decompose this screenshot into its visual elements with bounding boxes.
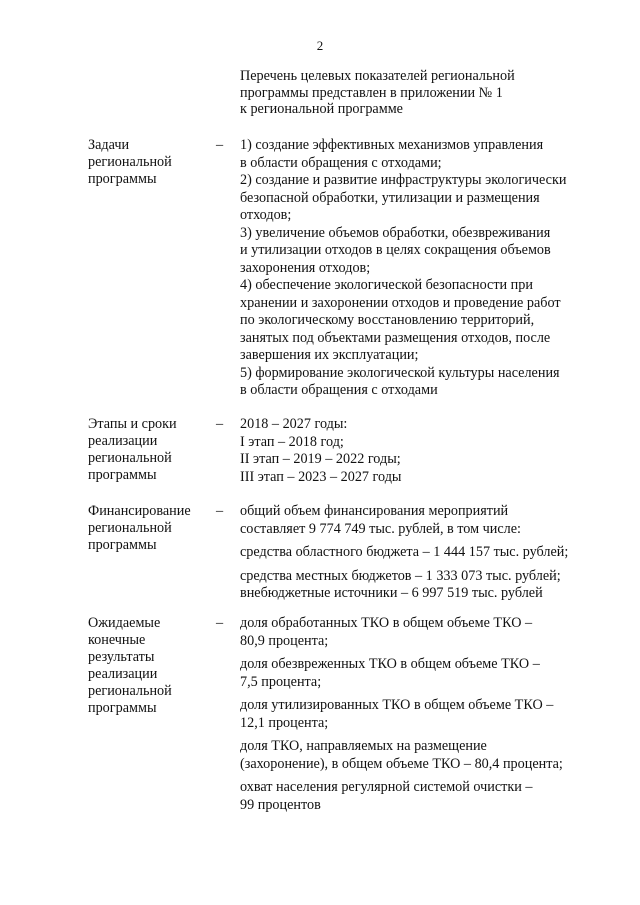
text-line: составляет 9 774 749 тыс. рублей, в том числе:	[240, 520, 521, 537]
text-line: внебюджетные источники – 6 997 519 тыс. рублей	[240, 585, 543, 601]
label-line: результаты	[88, 649, 155, 665]
stages-content	[240, 416, 630, 486]
financing-label	[88, 503, 216, 554]
label-line: Финансирование	[88, 503, 191, 519]
text-line: в области обращения с отходами;	[240, 154, 442, 171]
text-line: доля обработанных ТКО в общем объеме ТКО –	[240, 615, 533, 631]
text-line: отходов;	[240, 207, 292, 223]
text-line: 5) формирование экологической культуры населения	[240, 364, 560, 381]
text-line: I этап – 2018 год;	[240, 433, 344, 450]
results-label	[88, 615, 216, 717]
label-line: программы	[88, 171, 157, 187]
text-line: охват населения регулярной системой очистки –	[240, 779, 533, 795]
stages-dash: –	[216, 416, 224, 432]
text-line: по экологическому восстановлению территорий,	[240, 312, 535, 328]
tasks-content	[240, 137, 630, 400]
text-line: 4) обеспечение экологической безопасности при	[240, 277, 533, 293]
tasks-dash: –	[216, 137, 224, 153]
text-line: (захоронение), в общем объеме ТКО – 80,4 процента;	[240, 755, 563, 772]
text-line: доля обезвреженных ТКО в общем объеме ТКО –	[240, 656, 540, 672]
label-line: реализации	[88, 433, 158, 449]
label-line: региональной	[88, 154, 172, 170]
label-line: региональной	[88, 450, 172, 466]
label-line: программы	[88, 467, 157, 483]
text-line: 3) увеличение объемов обработки, обезвреживания	[240, 224, 551, 241]
text-line: безопасной обработки, утилизации и размещения	[240, 189, 540, 206]
page-number: 2	[316, 38, 324, 53]
label-line: Задачи	[88, 137, 130, 153]
text-line: 2018 – 2027 годы:	[240, 416, 348, 432]
text-line: занятых под объектами размещения отходов, после	[240, 329, 551, 346]
text-line: доля ТКО, направляемых на размещение	[240, 738, 487, 754]
text-line: 7,5 процента;	[240, 673, 322, 690]
text-line: 12,1 процента;	[240, 714, 329, 731]
text-line: средства областного бюджета – 1 444 157 тыс. рублей;	[240, 544, 569, 560]
text-line: общий объем финансирования мероприятий	[240, 503, 509, 519]
text-line: III этап – 2023 – 2027 годы	[240, 468, 402, 485]
intro-line: Перечень целевых показателей региональной	[240, 68, 515, 84]
text-line: в области обращения с отходами	[240, 382, 438, 398]
financing-dash: –	[216, 503, 224, 519]
text-line: 80,9 процента;	[240, 632, 329, 649]
label-line: программы	[88, 537, 157, 553]
intro-line: программы представлен в приложении № 1	[240, 84, 503, 101]
text-line: доля утилизированных ТКО в общем объеме ТКО –	[240, 697, 554, 713]
text-line: 99 процентов	[240, 796, 321, 813]
financing-content	[240, 503, 630, 603]
intro-line: к региональной программе	[240, 101, 403, 117]
text-line: и утилизации отходов в целях сокращения объемов	[240, 242, 551, 258]
text-line: II этап – 2019 – 2022 годы;	[240, 451, 401, 467]
text-line: завершения их эксплуатации;	[240, 347, 419, 363]
results-dash: –	[216, 615, 224, 631]
label-line: региональной	[88, 520, 172, 536]
label-line: Этапы и сроки	[88, 416, 177, 432]
text-line: 1) создание эффективных механизмов управления	[240, 137, 544, 153]
stages-label	[88, 416, 216, 484]
results-content	[240, 615, 630, 814]
intro-paragraph	[240, 68, 620, 118]
label-line: реализации	[88, 666, 158, 682]
text-line: захоронения отходов;	[240, 259, 371, 276]
text-line: 2) создание и развитие инфраструктуры экологически	[240, 172, 567, 188]
tasks-label	[88, 137, 216, 188]
text-line: хранении и захоронении отходов и проведение работ	[240, 294, 561, 311]
label-line: программы	[88, 700, 157, 716]
label-line: региональной	[88, 683, 172, 699]
label-line: конечные	[88, 632, 146, 648]
text-line: средства местных бюджетов – 1 333 073 тыс. рублей;	[240, 567, 561, 584]
label-line: Ожидаемые	[88, 615, 161, 631]
